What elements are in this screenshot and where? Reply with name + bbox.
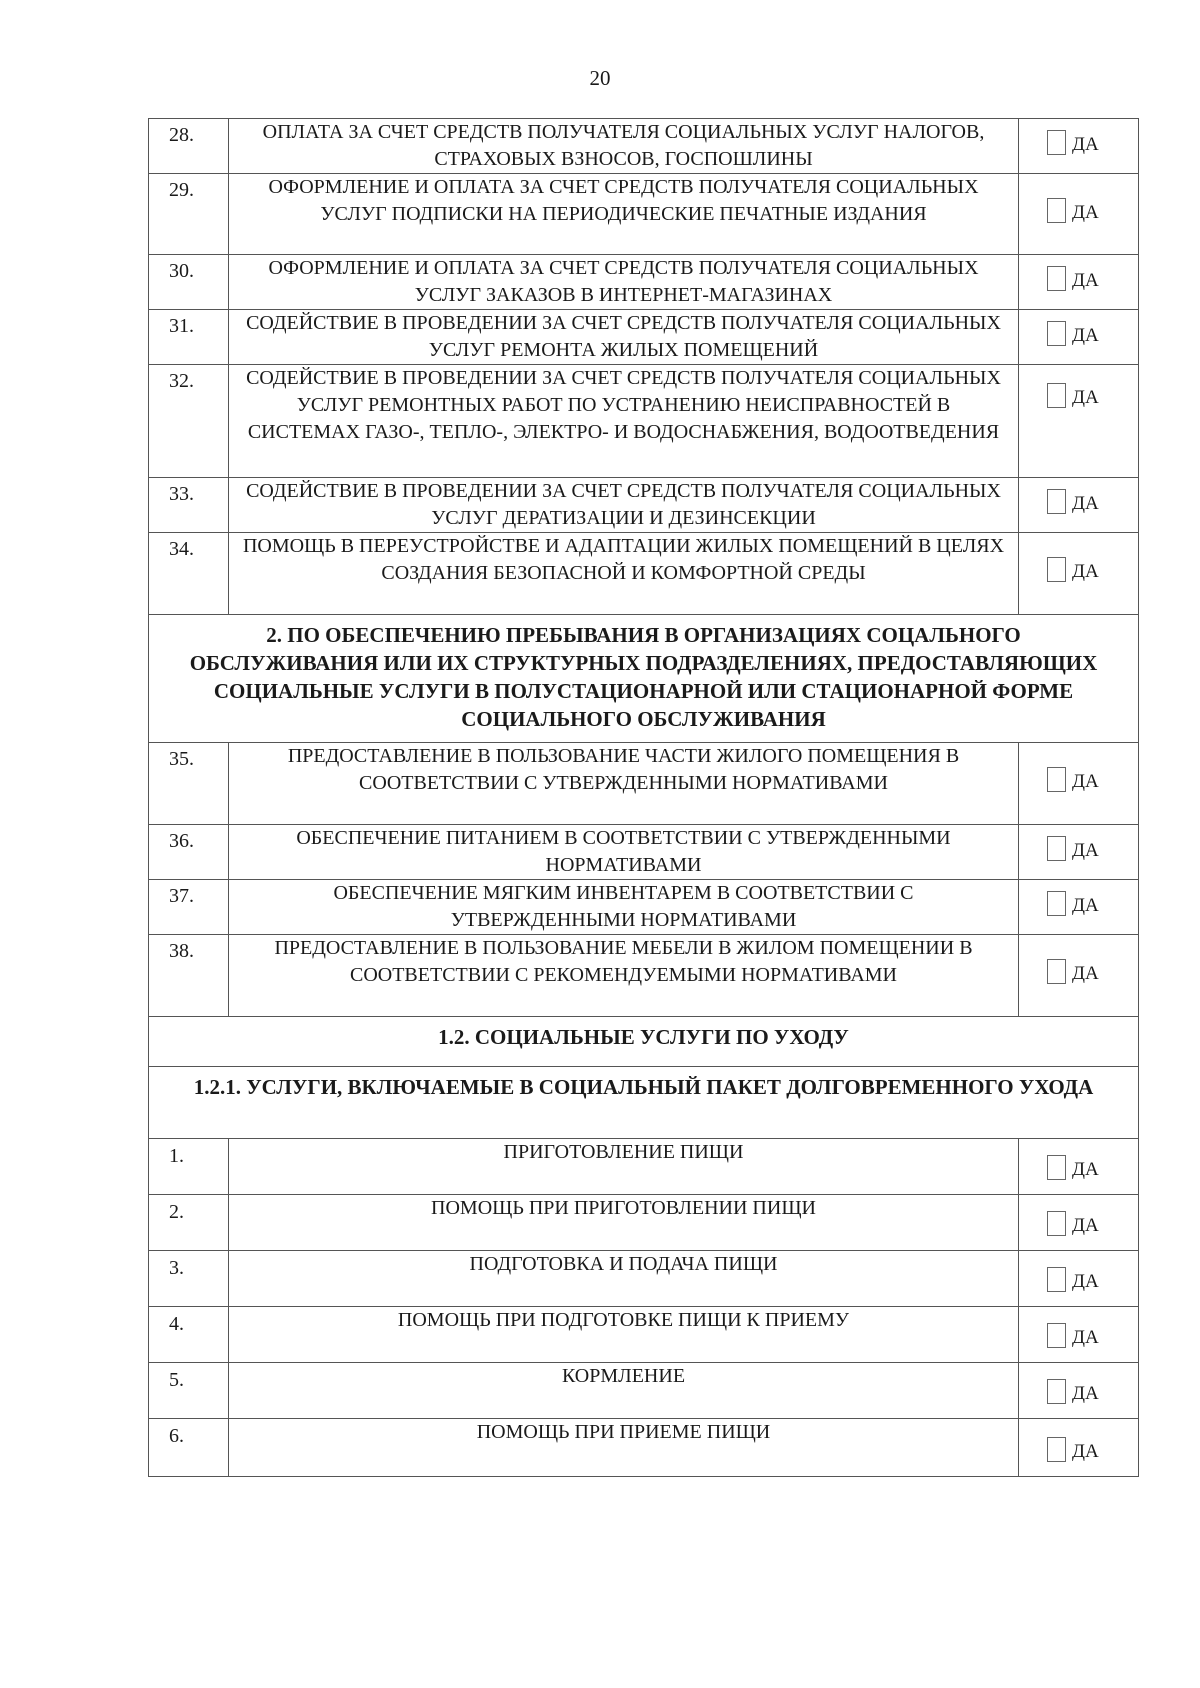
service-name: ПРЕДОСТАВЛЕНИЕ В ПОЛЬЗОВАНИЕ МЕБЕЛИ В ЖИЛОМ ПОМЕЩЕНИИ В СООТВЕТСТВИИ С РЕКОМЕНДУЕМЫМИ НОРМАТИВАМИ [229,935,1019,1017]
row-number: 4. [149,1307,229,1363]
checkbox[interactable] [1047,557,1066,582]
row-number: 36. [149,825,229,880]
checkbox-cell [1019,255,1139,310]
checkbox[interactable] [1047,130,1066,155]
table-row [149,1363,1139,1419]
table-row [149,1307,1139,1363]
row-number: 34. [149,533,229,615]
checkbox-label: ДА [1072,963,1099,984]
row-number: 30. [149,255,229,310]
row-number: 35. [149,743,229,825]
checkbox[interactable] [1047,1267,1066,1292]
checkbox-cell [1019,880,1139,935]
checkbox-label: ДА [1072,201,1099,223]
checkbox-label: ДА [1072,1383,1099,1404]
checkbox[interactable] [1047,321,1066,346]
service-name: ПОМОЩЬ ПРИ ПРИГОТОВЛЕНИИ ПИЩИ [229,1195,1019,1251]
table-row [149,743,1139,825]
service-name: ПОМОЩЬ В ПЕРЕУСТРОЙСТВЕ И АДАПТАЦИИ ЖИЛЫХ ПОМЕЩЕНИЙ В ЦЕЛЯХ СОЗДАНИЯ БЕЗОПАСНОЙ И КОМФОРТНОЙ СРЕДЫ [229,533,1019,615]
service-name: ПРИГОТОВЛЕНИЕ ПИЩИ [229,1139,1019,1195]
checkbox-label: ДА [1072,1441,1099,1462]
checkbox-cell [1019,1251,1139,1307]
section-heading: 2. ПО ОБЕСПЕЧЕНИЮ ПРЕБЫВАНИЯ В ОРГАНИЗАЦИЯХ СОЦАЛЬНОГО ОБСЛУЖИВАНИЯ ИЛИ ИХ СТРУКТУРНЫХ ПОДРАЗДЕЛЕНИЯХ, ПРЕДОСТАВЛЯЮЩИХ СОЦИАЛЬНЫЕ УСЛУГИ В ПОЛУСТАЦИОНАРНОЙ ИЛИ СТАЦИОНАРНОЙ ФОРМЕ СОЦИАЛЬНОГО ОБСЛУЖИВАНИЯ [149,615,1139,743]
section-row [149,615,1139,743]
service-name: ОПЛАТА ЗА СЧЕТ СРЕДСТВ ПОЛУЧАТЕЛЯ СОЦИАЛЬНЫХ УСЛУГ НАЛОГОВ, СТРАХОВЫХ ВЗНОСОВ, ГОСПОШЛИНЫ [229,119,1019,174]
checkbox[interactable] [1047,891,1066,916]
checkbox-label: ДА [1072,1271,1099,1292]
row-number: 2. [149,1195,229,1251]
service-name: ПРЕДОСТАВЛЕНИЕ В ПОЛЬЗОВАНИЕ ЧАСТИ ЖИЛОГО ПОМЕЩЕНИЯ В СООТВЕТСТВИИ С УТВЕРЖДЕННЫМИ НОРМАТИВАМИ [229,743,1019,825]
service-name: КОРМЛЕНИЕ [229,1363,1019,1419]
row-number: 3. [149,1251,229,1307]
checkbox-cell [1019,935,1139,1017]
checkbox-cell [1019,365,1139,478]
table-row [149,310,1139,365]
checkbox-cell [1019,1195,1139,1251]
service-name: ОФОРМЛЕНИЕ И ОПЛАТА ЗА СЧЕТ СРЕДСТВ ПОЛУЧАТЕЛЯ СОЦИАЛЬНЫХ УСЛУГ ЗАКАЗОВ В ИНТЕРНЕТ-МАГАЗИНАХ [229,255,1019,310]
section-row [149,1017,1139,1067]
checkbox-cell [1019,825,1139,880]
checkbox-cell [1019,1307,1139,1363]
checkbox[interactable] [1047,767,1066,792]
checkbox-cell [1019,743,1139,825]
services-table [148,118,1139,1477]
checkbox-cell [1019,310,1139,365]
checkbox-label: ДА [1072,771,1099,792]
service-name: ПОМОЩЬ ПРИ ПРИЕМЕ ПИЩИ [229,1419,1019,1477]
checkbox[interactable] [1047,1379,1066,1404]
checkbox-label: ДА [1072,324,1099,346]
checkbox[interactable] [1047,383,1066,408]
checkbox-label: ДА [1072,1159,1099,1180]
checkbox-cell [1019,478,1139,533]
page-number: 20 [589,66,611,90]
checkbox-cell [1019,1139,1139,1195]
table-row [149,1251,1139,1307]
service-name: СОДЕЙСТВИЕ В ПРОВЕДЕНИИ ЗА СЧЕТ СРЕДСТВ ПОЛУЧАТЕЛЯ СОЦИАЛЬНЫХ УСЛУГ РЕМОНТНЫХ РАБОТ ПО УСТРАНЕНИЮ НЕИСПРАВНОСТЕЙ В СИСТЕМАХ ГАЗО-, ТЕПЛО-, ЭЛЕКТРО- И ВОДОСНАБЖЕНИЯ, ВОДООТВЕДЕНИЯ [229,365,1019,478]
row-number: 1. [149,1139,229,1195]
checkbox[interactable] [1047,489,1066,514]
table-row [149,880,1139,935]
table-row [149,1419,1139,1477]
section-heading: 1.2. СОЦИАЛЬНЫЕ УСЛУГИ ПО УХОДУ [149,1017,1139,1067]
row-number: 33. [149,478,229,533]
table-row [149,119,1139,174]
checkbox[interactable] [1047,198,1066,223]
service-name: СОДЕЙСТВИЕ В ПРОВЕДЕНИИ ЗА СЧЕТ СРЕДСТВ ПОЛУЧАТЕЛЯ СОЦИАЛЬНЫХ УСЛУГ РЕМОНТА ЖИЛЫХ ПОМЕЩЕНИЙ [229,310,1019,365]
table-row [149,365,1139,478]
row-number: 29. [149,174,229,255]
row-number: 6. [149,1419,229,1477]
section-heading: 1.2.1. УСЛУГИ, ВКЛЮЧАЕМЫЕ В СОЦИАЛЬНЫЙ ПАКЕТ ДОЛГОВРЕМЕННОГО УХОДА [149,1067,1139,1139]
table-row [149,935,1139,1017]
service-name: ПОМОЩЬ ПРИ ПОДГОТОВКЕ ПИЩИ К ПРИЕМУ [229,1307,1019,1363]
checkbox-label: ДА [1072,561,1099,582]
checkbox-cell [1019,174,1139,255]
table-row [149,533,1139,615]
table-row [149,255,1139,310]
service-name: ПОДГОТОВКА И ПОДАЧА ПИЩИ [229,1251,1019,1307]
table-row [149,478,1139,533]
service-name: СОДЕЙСТВИЕ В ПРОВЕДЕНИИ ЗА СЧЕТ СРЕДСТВ ПОЛУЧАТЕЛЯ СОЦИАЛЬНЫХ УСЛУГ ДЕРАТИЗАЦИИ И ДЕЗИНСЕКЦИИ [229,478,1019,533]
checkbox[interactable] [1047,836,1066,861]
checkbox[interactable] [1047,959,1066,984]
row-number: 37. [149,880,229,935]
checkbox-label: ДА [1072,133,1099,155]
checkbox[interactable] [1047,1155,1066,1180]
checkbox[interactable] [1047,1437,1066,1462]
table-row [149,825,1139,880]
table-row [149,1139,1139,1195]
checkbox-cell [1019,1363,1139,1419]
checkbox-label: ДА [1072,894,1099,916]
row-number: 28. [149,119,229,174]
checkbox[interactable] [1047,266,1066,291]
checkbox-label: ДА [1072,1327,1099,1348]
checkbox-cell [1019,1419,1139,1477]
checkbox[interactable] [1047,1323,1066,1348]
checkbox-label: ДА [1072,269,1099,291]
checkbox-label: ДА [1072,839,1099,861]
table-row [149,1195,1139,1251]
checkbox-label: ДА [1072,1215,1099,1236]
checkbox[interactable] [1047,1211,1066,1236]
row-number: 38. [149,935,229,1017]
service-name: ОФОРМЛЕНИЕ И ОПЛАТА ЗА СЧЕТ СРЕДСТВ ПОЛУЧАТЕЛЯ СОЦИАЛЬНЫХ УСЛУГ ПОДПИСКИ НА ПЕРИОДИЧЕСКИЕ ПЕЧАТНЫЕ ИЗДАНИЯ [229,174,1019,255]
table-row [149,174,1139,255]
checkbox-label: ДА [1072,387,1099,408]
section-row [149,1067,1139,1139]
row-number: 5. [149,1363,229,1419]
checkbox-cell [1019,119,1139,174]
checkbox-cell [1019,533,1139,615]
service-name: ОБЕСПЕЧЕНИЕ МЯГКИМ ИНВЕНТАРЕМ В СООТВЕТСТВИИ С УТВЕРЖДЕННЫМИ НОРМАТИВАМИ [229,880,1019,935]
row-number: 32. [149,365,229,478]
service-name: ОБЕСПЕЧЕНИЕ ПИТАНИЕМ В СООТВЕТСТВИИ С УТВЕРЖДЕННЫМИ НОРМАТИВАМИ [229,825,1019,880]
row-number: 31. [149,310,229,365]
checkbox-label: ДА [1072,492,1099,514]
